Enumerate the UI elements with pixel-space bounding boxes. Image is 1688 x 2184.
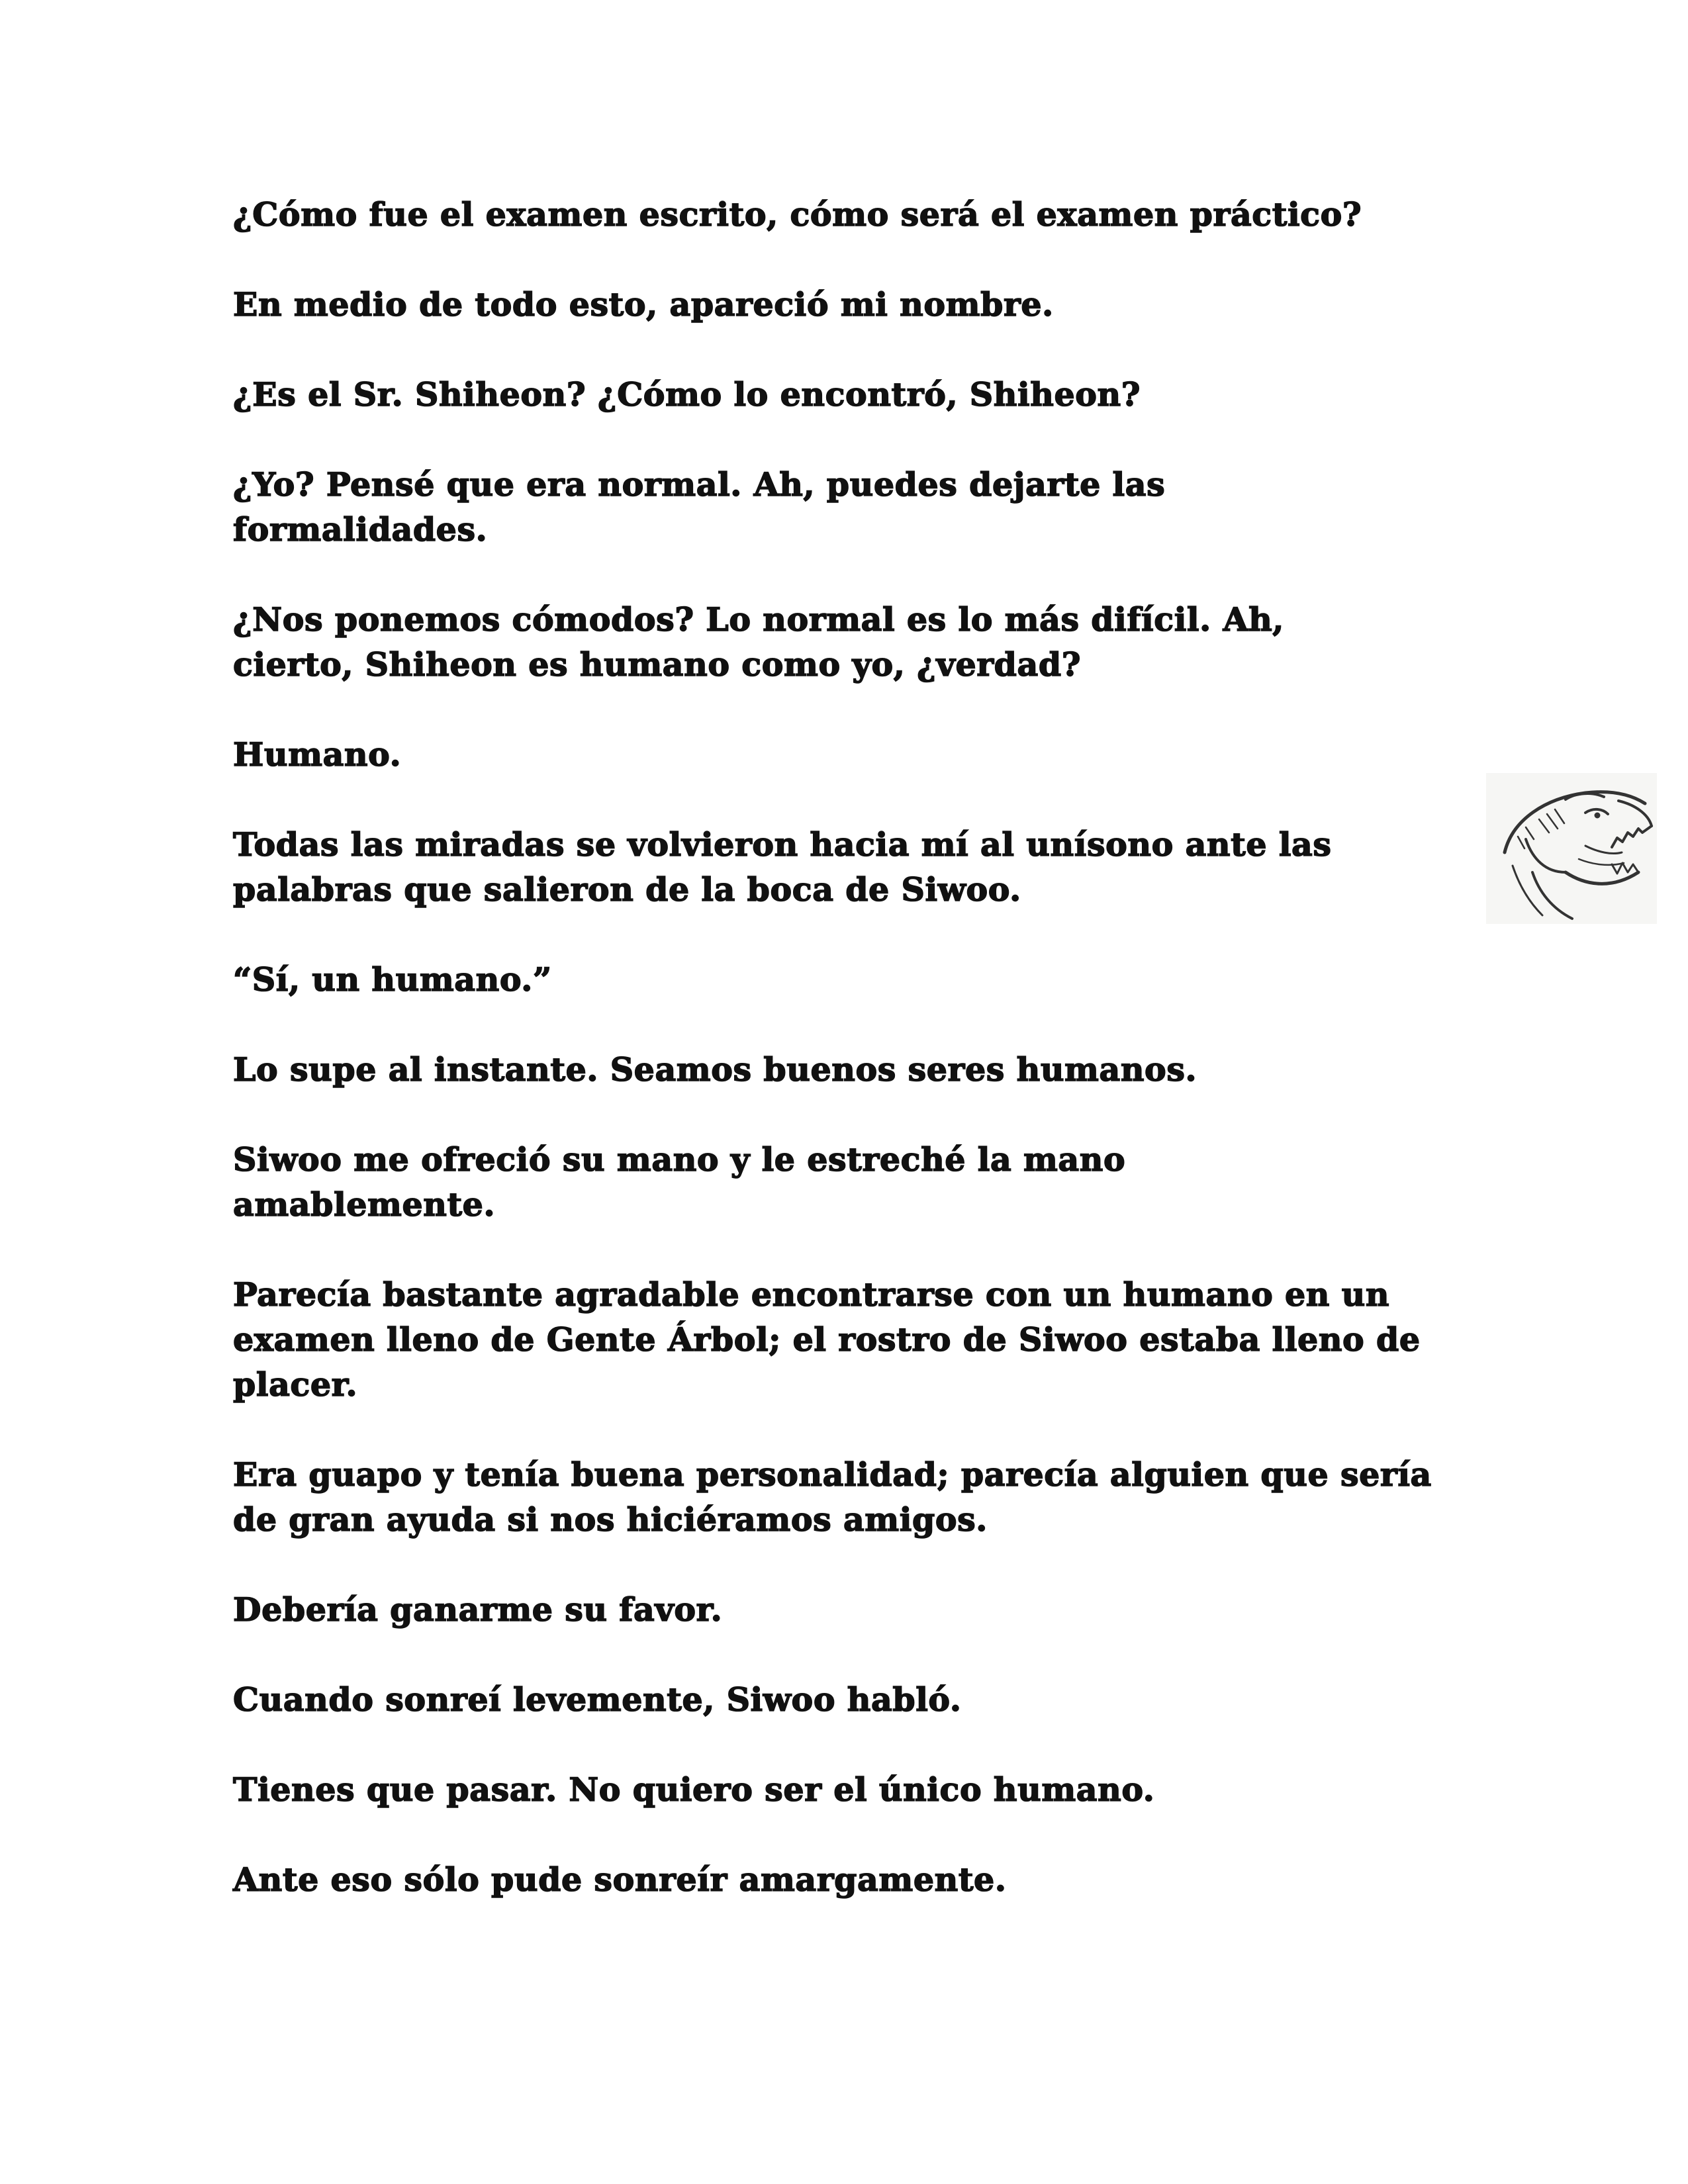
paragraph: ¿Es el Sr. Shiheon? ¿Cómo lo encontró, Shiheon?: [233, 375, 1141, 414]
paragraph: Parecía bastante agradable encontrarse con un humano en un examen lleno de Gente Árbol; el rostro de Siwoo estaba lleno de placer.: [233, 1275, 1421, 1404]
paragraph: Debería ganarme su favor.: [233, 1590, 723, 1629]
paragraph: Humano.: [233, 735, 402, 774]
paragraph: Siwoo me ofreció su mano y le estreché la mano amablemente.: [233, 1140, 1126, 1224]
paragraph: Lo supe al instante. Seamos buenos seres humanos.: [233, 1050, 1197, 1089]
paragraph: Ante eso sólo pude sonreír amargamente.: [233, 1860, 1007, 1899]
paragraph: Era guapo y tenía buena personalidad; parecía alguien que sería de gran ayuda si nos hiciéramos amigos.: [233, 1455, 1432, 1539]
paragraph: Tienes que pasar. No quiero ser el único humano.: [233, 1770, 1155, 1809]
paragraph: ¿Nos ponemos cómodos? Lo normal es lo más difícil. Ah, cierto, Shiheon es humano como yo, ¿verdad?: [233, 600, 1284, 684]
paragraph: “Sí, un humano.”: [233, 960, 552, 999]
paragraph: ¿Cómo fue el examen escrito, cómo será el examen práctico?: [233, 195, 1362, 234]
paragraph: Cuando sonreí levemente, Siwoo habló.: [233, 1680, 962, 1719]
paragraph: En medio de todo esto, apareció mi nombre.: [233, 285, 1054, 324]
paragraph: ¿Yo? Pensé que era normal. Ah, puedes dejarte las formalidades.: [233, 465, 1166, 549]
dinosaur-head-icon: [1486, 773, 1657, 924]
story-text: [233, 192, 1444, 1947]
paragraph: Todas las miradas se volvieron hacia mí al unísono ante las palabras que salieron de la boca de Siwoo.: [233, 825, 1332, 909]
